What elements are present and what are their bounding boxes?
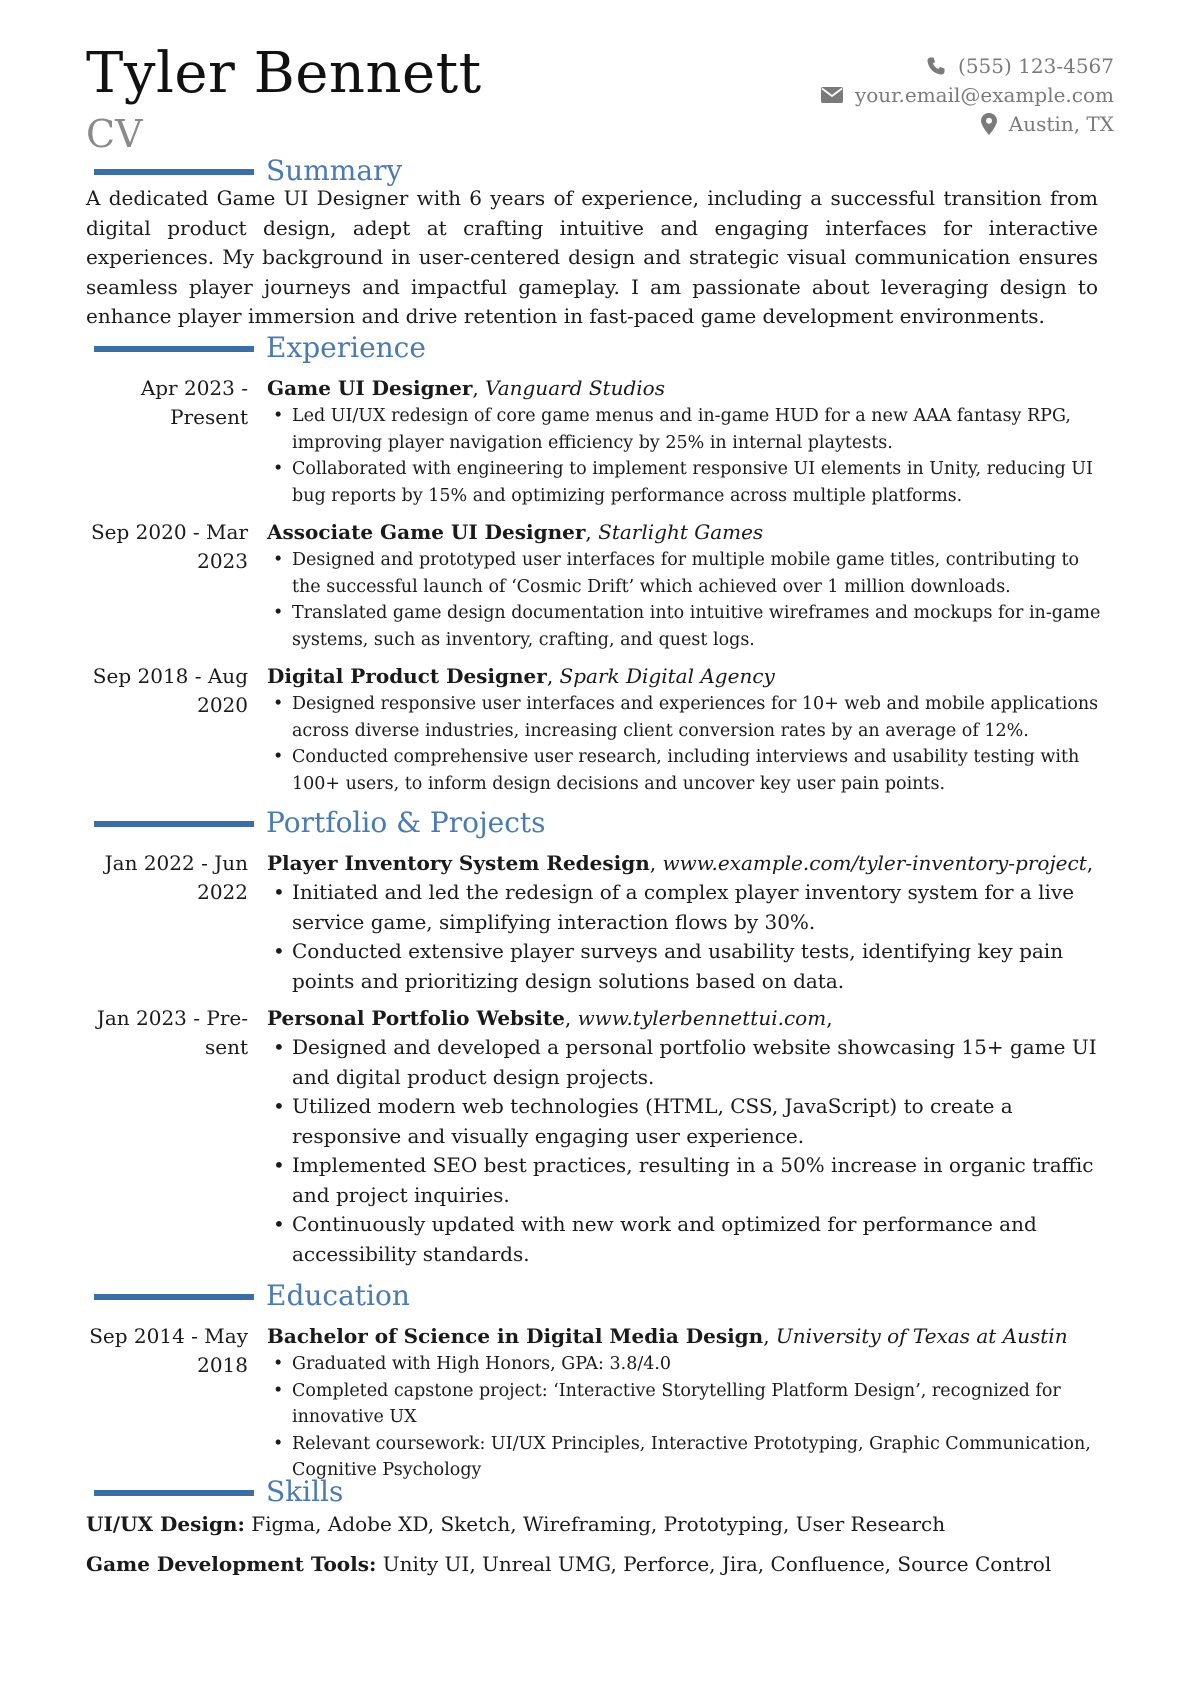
entry-heading: Game UI Designer, Vanguard Studios [267, 376, 665, 400]
bullet-item: • Collaborated with engineering to implement responsive UI elements in Unity, reducing UI bug reports by 15% and optimizing performance across multiple platforms. [267, 456, 1107, 509]
entry-date: Apr 2023 - Present [140, 376, 248, 429]
bullet-item: • Conducted extensive player surveys and usability tests, identifying key pain points and prioritizing design solutions based on data. [267, 937, 1107, 996]
location-text: Austin, TX [1008, 112, 1114, 136]
entry-title: Player Inventory System Redesign [267, 851, 650, 875]
envelope-icon [821, 87, 843, 103]
entry-bullets [267, 1351, 1107, 1484]
bullet-item: • Graduated with High Honors, GPA: 3.8/4.0 [267, 1351, 1107, 1378]
bullet-item: • Continuously updated with new work and optimized for performance and accessibility standards. [267, 1210, 1107, 1269]
skills-list [86, 1510, 1106, 1590]
section-rule [94, 821, 254, 827]
bullet-item: • Conducted comprehensive user research, including interviews and usability testing with 100+ users, to inform design decisions and uncover key user pain points. [267, 744, 1107, 797]
section-rule [94, 1294, 254, 1300]
phone-icon [926, 56, 946, 76]
phone-text: (555) 123-4567 [958, 54, 1114, 78]
entry-bullets [267, 691, 1107, 797]
document-subtitle: CV [86, 112, 143, 156]
skill-label: Game Development Tools: [86, 1552, 377, 1576]
section-rule [94, 1490, 254, 1496]
section-title: Portfolio & Projects [266, 806, 546, 839]
section-title: Summary [266, 154, 403, 187]
skill-label: UI/UX Design: [86, 1512, 245, 1536]
entry-title: Digital Product Designer [267, 664, 547, 688]
entry-organization: Vanguard Studios [485, 376, 665, 400]
entry-title: Associate Game UI Designer [267, 520, 586, 544]
entry-bullets [267, 878, 1107, 996]
entry-date: Sep 2018 - Aug 2020 [92, 664, 248, 717]
bullet-item: • Initiated and led the redesign of a complex player inventory system for a live service game, simplifying interaction flows by 30%. [267, 878, 1107, 937]
section-title: Education [266, 1279, 410, 1312]
skill-line [86, 1510, 1106, 1539]
entry-date: Jan 2022 - Jun 2022 [104, 851, 248, 904]
bullet-item: • Designed and developed a personal portfolio website showcasing 15+ game UI and digital product design projects. [267, 1033, 1107, 1092]
skill-line [86, 1550, 1106, 1579]
bullet-item: • Completed capstone project: ‘Interactive Storytelling Platform Design’, recognized for innovative UX [267, 1378, 1107, 1431]
entry-date: Sep 2020 - Mar 2023 [90, 520, 248, 573]
bullet-item: • Translated game design documentation into intuitive wireframes and mockups for in-game systems, such as inventory, crafting, and quest logs. [267, 600, 1107, 653]
skill-value: Unity UI, Unreal UMG, Perforce, Jira, Confluence, Source Control [382, 1552, 1052, 1576]
entry-organization: University of Texas at Austin [775, 1324, 1068, 1348]
section-title: Experience [266, 331, 426, 364]
entry-heading: Player Inventory System Redesign, www.example.com/tyler-inventory-project, [267, 851, 1094, 875]
contact-location [821, 110, 1114, 139]
entry-heading: Digital Product Designer, Spark Digital Agency [267, 664, 775, 688]
entry-heading: Associate Game UI Designer, Starlight Games [267, 520, 764, 544]
summary-paragraph: A dedicated Game UI Designer with 6 years of experience, including a successful transition from digital product design, adept at crafting intuitive and engaging interfaces for interactive experiences. My background in user-centered design and strategic visual communication ensures seamless player journeys and impactful gameplay. I am passionate about leveraging design to enhance player immersion and drive retention in fast-paced game development environments. [86, 186, 1098, 329]
map-pin-icon [981, 113, 997, 135]
entry-date: Sep 2014 - May 2018 [89, 1324, 248, 1377]
bullet-item: • Led UI/UX redesign of core game menus and in-game HUD for a new AAA fantasy RPG, improving player navigation efficiency by 25% in internal playtests. [267, 403, 1107, 456]
entry-bullets [267, 1033, 1107, 1269]
bullet-item: • Utilized modern web technologies (HTML, CSS, JavaScript) to create a responsive and visually engaging user experience. [267, 1092, 1107, 1151]
section-title: Skills [266, 1475, 344, 1508]
bullet-item: • Designed responsive user interfaces and experiences for 10+ web and mobile applications across diverse industries, increasing client conversion rates by an average of 12%. [267, 691, 1107, 744]
email-text: your.email@example.com [854, 83, 1114, 107]
bullet-item: • Relevant coursework: UI/UX Principles, Interactive Prototyping, Graphic Communication, Cognitive Psychology [267, 1431, 1107, 1484]
project-link[interactable]: www.tylerbennettui.com [577, 1006, 827, 1030]
entry-heading: Bachelor of Science in Digital Media Design, University of Texas at Austin [267, 1324, 1068, 1348]
entry-organization: Starlight Games [598, 520, 764, 544]
entry-organization: Spark Digital Agency [559, 664, 775, 688]
entry-title: Personal Portfolio Website [267, 1006, 565, 1030]
contact-email [821, 81, 1114, 110]
entry-title: Bachelor of Science in Digital Media Design [267, 1324, 764, 1348]
section-rule [94, 346, 254, 352]
candidate-name: Tyler Bennett [86, 41, 482, 106]
entry-heading: Personal Portfolio Website, www.tylerbennettui.com, [267, 1006, 833, 1030]
bullet-item: • Implemented SEO best practices, resulting in a 50% increase in organic traffic and project inquiries. [267, 1151, 1107, 1210]
entry-bullets [267, 403, 1107, 509]
project-link[interactable]: www.example.com/tyler-inventory-project [662, 851, 1087, 875]
entry-bullets [267, 547, 1107, 653]
skill-value: Figma, Adobe XD, Sketch, Wireframing, Prototyping, User Research [251, 1512, 946, 1536]
entry-title: Game UI Designer [267, 376, 473, 400]
entry-date: Jan 2023 - Pre- sent [96, 1006, 248, 1059]
section-rule [94, 169, 254, 175]
contact-phone [821, 52, 1114, 81]
contact-block [821, 52, 1114, 139]
bullet-item: • Designed and prototyped user interfaces for multiple mobile game titles, contributing to the successful launch of ‘Cosmic Drift’ which achieved over 1 million downloads. [267, 547, 1107, 600]
